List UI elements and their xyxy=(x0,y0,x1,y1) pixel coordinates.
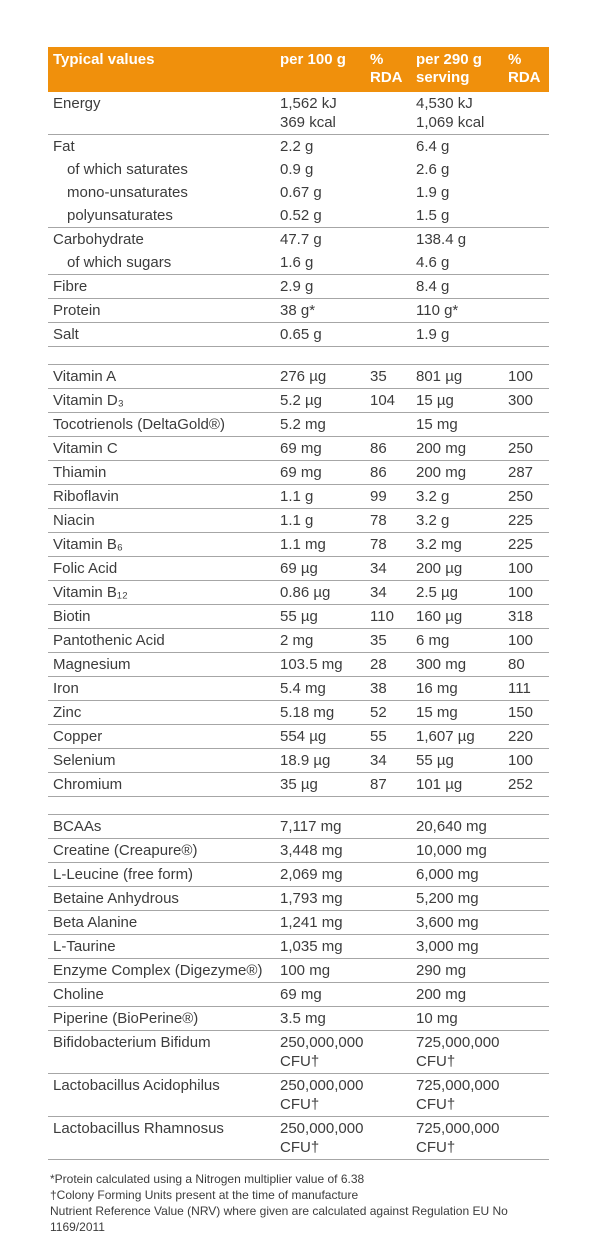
row-group xyxy=(48,629,549,653)
cell-per-290g: 801 µg xyxy=(416,368,463,385)
cell-rda-100g: 104 xyxy=(370,392,396,409)
cell-per-290g: 725,000,000 CFU† xyxy=(416,1120,500,1156)
cell-per-100g: 0.65 g xyxy=(280,326,322,343)
cell-per-100g: 1,241 mg xyxy=(280,914,343,931)
cell-rda-290g: 252 xyxy=(508,776,534,793)
cell-per-290g: 200 µg xyxy=(416,560,463,577)
table-row xyxy=(48,935,549,958)
cell-label: Iron xyxy=(53,680,79,697)
row-group xyxy=(48,1117,549,1160)
table-row xyxy=(48,135,549,158)
col-header-rda-290g: % RDA xyxy=(508,51,541,86)
table-row xyxy=(48,959,549,982)
cell-rda-100g: 86 xyxy=(370,440,387,457)
cell-rda-100g: 86 xyxy=(370,464,387,481)
table-row xyxy=(48,773,549,796)
cell-rda-100g: 28 xyxy=(370,656,387,673)
table-row xyxy=(48,983,549,1006)
row-group xyxy=(48,887,549,911)
table-row xyxy=(48,815,549,838)
cell-per-290g: 1,607 µg xyxy=(416,728,475,745)
cell-per-100g: 69 mg xyxy=(280,440,322,457)
cell-label: Beta Alanine xyxy=(53,914,138,931)
table-row xyxy=(48,557,549,580)
row-group xyxy=(48,581,549,605)
cell-rda-100g: 52 xyxy=(370,704,387,721)
cell-per-100g: 18.9 µg xyxy=(280,752,331,769)
cell-rda-290g: 225 xyxy=(508,512,534,529)
cell-rda-290g: 100 xyxy=(508,368,534,385)
table-section xyxy=(48,364,549,797)
cell-label: Vitamin A xyxy=(53,368,117,385)
cell-per-290g: 3.2 mg xyxy=(416,536,462,553)
row-group xyxy=(48,725,549,749)
footnote-protein: *Protein calculated using a Nitrogen multiplier value of 6.38 xyxy=(50,1172,365,1186)
cell-rda-100g: 34 xyxy=(370,560,387,577)
cell-per-100g: 7,117 mg xyxy=(280,818,342,835)
row-group xyxy=(48,1031,549,1074)
cell-per-290g: 15 µg xyxy=(416,392,454,409)
cell-label: Niacin xyxy=(53,512,95,529)
cell-per-100g: 3,448 mg xyxy=(280,842,343,859)
table-row xyxy=(48,365,549,388)
cell-rda-100g: 34 xyxy=(370,752,387,769)
table-row xyxy=(48,413,549,436)
cell-rda-100g: 35 xyxy=(370,632,387,649)
cell-label: BCAAs xyxy=(53,818,102,835)
col-header-rda-100g: % RDA xyxy=(370,51,403,86)
cell-per-290g: 160 µg xyxy=(416,608,463,625)
cell-rda-290g: 111 xyxy=(508,680,531,697)
cell-label: Copper xyxy=(53,728,103,745)
cell-label: Carbohydrate xyxy=(53,231,144,248)
cell-per-290g: 1.5 g xyxy=(416,207,450,224)
cell-rda-290g: 250 xyxy=(508,440,534,457)
cell-label: mono-unsaturates xyxy=(67,184,188,201)
cell-rda-290g: 287 xyxy=(508,464,534,481)
row-group xyxy=(48,275,549,299)
cell-rda-100g: 87 xyxy=(370,776,387,793)
cell-rda-290g: 100 xyxy=(508,560,534,577)
table-row xyxy=(48,92,549,134)
cell-label: Folic Acid xyxy=(53,560,118,577)
cell-label: of which saturates xyxy=(67,161,188,178)
cell-per-100g: 55 µg xyxy=(280,608,318,625)
row-group xyxy=(48,605,549,629)
cell-per-100g: 47.7 g xyxy=(280,231,322,248)
footnote-cfu: †Colony Forming Units present at the time of manufacture xyxy=(50,1188,359,1202)
row-group xyxy=(48,749,549,773)
table-row xyxy=(48,323,549,346)
row-group xyxy=(48,653,549,677)
cell-label: of which sugars xyxy=(67,254,172,271)
row-group xyxy=(48,228,549,275)
table-row xyxy=(48,533,549,556)
cell-per-100g: 100 mg xyxy=(280,962,331,979)
cell-per-290g: 138.4 g xyxy=(416,231,467,248)
nutrition-label xyxy=(48,47,549,1235)
cell-per-100g: 250,000,000 CFU† xyxy=(280,1034,364,1070)
row-group xyxy=(48,701,549,725)
cell-per-290g: 200 mg xyxy=(416,440,467,457)
row-group xyxy=(48,485,549,509)
cell-label: Tocotrienols (DeltaGold®) xyxy=(53,416,225,433)
cell-rda-290g: 225 xyxy=(508,536,534,553)
col-header-typical-values: Typical values xyxy=(53,51,155,68)
table-row xyxy=(48,911,549,934)
table-row xyxy=(48,863,549,886)
row-group xyxy=(48,533,549,557)
cell-label: Lactobacillus Rhamnosus xyxy=(53,1120,224,1137)
cell-per-290g: 1.9 g xyxy=(416,326,450,343)
cell-label: Vitamin B₆ xyxy=(53,536,123,553)
cell-per-290g: 300 mg xyxy=(416,656,467,673)
cell-per-290g: 6.4 g xyxy=(416,138,450,155)
cell-per-100g: 38 g* xyxy=(280,302,316,319)
cell-label: Chromium xyxy=(53,776,123,793)
cell-label: Fat xyxy=(53,138,75,155)
cell-label: L-Taurine xyxy=(53,938,116,955)
cell-label: Zinc xyxy=(53,704,82,721)
cell-rda-290g: 100 xyxy=(508,584,534,601)
cell-per-100g: 250,000,000 CFU† xyxy=(280,1077,364,1113)
table-row xyxy=(48,605,549,628)
cell-rda-100g: 38 xyxy=(370,680,387,697)
cell-label: Selenium xyxy=(53,752,116,769)
cell-label: Biotin xyxy=(53,608,91,625)
cell-label: Enzyme Complex (Digezyme®) xyxy=(53,962,263,979)
cell-per-290g: 16 mg xyxy=(416,680,458,697)
cell-per-100g: 276 µg xyxy=(280,368,327,385)
cell-per-100g: 35 µg xyxy=(280,776,318,793)
row-group xyxy=(48,1074,549,1117)
row-group xyxy=(48,677,549,701)
row-group xyxy=(48,935,549,959)
cell-per-100g: 69 µg xyxy=(280,560,318,577)
row-group xyxy=(48,461,549,485)
table-row xyxy=(48,181,549,204)
table-row xyxy=(48,437,549,460)
row-group xyxy=(48,92,549,135)
table-row xyxy=(48,509,549,532)
cell-rda-290g: 220 xyxy=(508,728,534,745)
cell-label: Salt xyxy=(53,326,79,343)
cell-per-290g: 2.5 µg xyxy=(416,584,459,601)
row-group xyxy=(48,323,549,347)
cell-per-100g: 3.5 mg xyxy=(280,1010,326,1027)
cell-per-290g: 3.2 g xyxy=(416,512,450,529)
cell-per-100g: 5.18 mg xyxy=(280,704,335,721)
table-row xyxy=(48,485,549,508)
cell-label: L-Leucine (free form) xyxy=(53,866,194,883)
cell-per-100g: 1,035 mg xyxy=(280,938,343,955)
cell-per-100g: 5.2 µg xyxy=(280,392,323,409)
cell-rda-290g: 100 xyxy=(508,752,534,769)
cell-per-100g: 2.2 g xyxy=(280,138,314,155)
cell-per-100g: 2,069 mg xyxy=(280,866,343,883)
cell-label: Magnesium xyxy=(53,656,131,673)
cell-rda-100g: 78 xyxy=(370,512,387,529)
cell-per-100g: 1.1 mg xyxy=(280,536,326,553)
cell-per-100g: 0.86 µg xyxy=(280,584,331,601)
cell-per-290g: 20,640 mg xyxy=(416,818,487,835)
cell-per-100g: 5.4 mg xyxy=(280,680,326,697)
table-row xyxy=(48,461,549,484)
cell-per-100g: 69 mg xyxy=(280,986,322,1003)
table-row xyxy=(48,1074,549,1116)
cell-per-100g: 1.1 g xyxy=(280,488,314,505)
row-group xyxy=(48,299,549,323)
cell-per-100g: 2.9 g xyxy=(280,278,314,295)
cell-rda-100g: 110 xyxy=(370,608,394,625)
cell-per-290g: 110 g* xyxy=(416,302,459,319)
table-row xyxy=(48,1031,549,1073)
cell-per-290g: 3.2 g xyxy=(416,488,450,505)
row-group xyxy=(48,509,549,533)
row-group xyxy=(48,863,549,887)
cell-per-100g: 0.9 g xyxy=(280,161,314,178)
cell-per-290g: 4.6 g xyxy=(416,254,450,271)
cell-label: Vitamin B₁₂ xyxy=(53,584,128,601)
cell-label: Lactobacillus Acidophilus xyxy=(53,1077,220,1094)
table-row xyxy=(48,725,549,748)
cell-per-290g: 725,000,000 CFU† xyxy=(416,1077,500,1113)
cell-rda-290g: 318 xyxy=(508,608,534,625)
cell-per-100g: 0.52 g xyxy=(280,207,322,224)
table-row xyxy=(48,251,549,274)
cell-per-100g: 1,793 mg xyxy=(280,890,343,907)
cell-per-290g: 2.6 g xyxy=(416,161,450,178)
cell-rda-290g: 150 xyxy=(508,704,534,721)
cell-rda-290g: 250 xyxy=(508,488,534,505)
row-group xyxy=(48,959,549,983)
cell-per-290g: 5,200 mg xyxy=(416,890,479,907)
cell-label: Riboflavin xyxy=(53,488,119,505)
row-group xyxy=(48,413,549,437)
cell-label: Vitamin D₃ xyxy=(53,392,124,409)
row-group xyxy=(48,135,549,228)
cell-per-100g: 554 µg xyxy=(280,728,327,745)
row-group xyxy=(48,983,549,1007)
table-row xyxy=(48,887,549,910)
cell-per-290g: 725,000,000 CFU† xyxy=(416,1034,500,1070)
cell-per-290g: 200 mg xyxy=(416,986,467,1003)
row-group xyxy=(48,557,549,581)
table-row xyxy=(48,1117,549,1159)
cell-per-290g: 6 mg xyxy=(416,632,450,649)
cell-per-100g: 103.5 mg xyxy=(280,656,343,673)
cell-per-100g: 5.2 mg xyxy=(280,416,326,433)
row-group xyxy=(48,365,549,389)
cell-rda-100g: 34 xyxy=(370,584,387,601)
cell-per-290g: 3,000 mg xyxy=(416,938,479,955)
row-group xyxy=(48,911,549,935)
row-group xyxy=(48,1007,549,1031)
table-row xyxy=(48,581,549,604)
table-section xyxy=(48,92,549,347)
cell-per-290g: 6,000 mg xyxy=(416,866,479,883)
table-row xyxy=(48,749,549,772)
cell-per-290g: 10,000 mg xyxy=(416,842,487,859)
cell-per-100g: 1,562 kJ 369 kcal xyxy=(280,95,337,131)
cell-per-290g: 55 µg xyxy=(416,752,454,769)
cell-label: Fibre xyxy=(53,278,88,295)
footnotes xyxy=(48,1171,549,1235)
row-group xyxy=(48,815,549,839)
table-row xyxy=(48,299,549,322)
table-header xyxy=(48,47,549,92)
table-row xyxy=(48,629,549,652)
row-group xyxy=(48,839,549,863)
cell-label: Vitamin C xyxy=(53,440,118,457)
cell-label: Betaine Anhydrous xyxy=(53,890,179,907)
table-row xyxy=(48,839,549,862)
cell-per-290g: 8.4 g xyxy=(416,278,450,295)
cell-per-100g: 0.67 g xyxy=(280,184,322,201)
cell-rda-100g: 55 xyxy=(370,728,387,745)
cell-rda-290g: 80 xyxy=(508,656,525,673)
cell-per-290g: 3,600 mg xyxy=(416,914,479,931)
cell-rda-290g: 100 xyxy=(508,632,534,649)
cell-per-290g: 290 mg xyxy=(416,962,467,979)
col-header-per-100g: per 100 g xyxy=(280,51,346,68)
cell-per-100g: 1.1 g xyxy=(280,512,314,529)
cell-per-290g: 15 mg xyxy=(416,704,458,721)
cell-rda-100g: 78 xyxy=(370,536,387,553)
row-group xyxy=(48,389,549,413)
cell-rda-100g: 99 xyxy=(370,488,387,505)
table-row xyxy=(48,701,549,724)
cell-label: Protein xyxy=(53,302,101,319)
cell-per-290g: 200 mg xyxy=(416,464,467,481)
col-header-per-290g: per 290 g serving xyxy=(416,51,482,86)
cell-label: Pantothenic Acid xyxy=(53,632,165,649)
cell-per-100g: 69 mg xyxy=(280,464,322,481)
cell-rda-100g: 35 xyxy=(370,368,387,385)
cell-per-290g: 101 µg xyxy=(416,776,463,793)
table-row xyxy=(48,677,549,700)
table-row xyxy=(48,389,549,412)
cell-label: Piperine (BioPerine®) xyxy=(53,1010,199,1027)
nutrition-table-body xyxy=(48,92,549,1160)
table-row xyxy=(48,158,549,181)
footnote-nrv: Nutrient Reference Value (NRV) where given are calculated against Regulation EU No 1169/2011 xyxy=(50,1204,508,1234)
cell-label: Choline xyxy=(53,986,104,1003)
row-group xyxy=(48,773,549,797)
table-row xyxy=(48,228,549,251)
cell-rda-290g: 300 xyxy=(508,392,534,409)
cell-label: Thiamin xyxy=(53,464,107,481)
cell-per-290g: 4,530 kJ 1,069 kcal xyxy=(416,95,485,131)
cell-per-100g: 1.6 g xyxy=(280,254,314,271)
cell-per-100g: 250,000,000 CFU† xyxy=(280,1120,364,1156)
cell-per-290g: 10 mg xyxy=(416,1010,458,1027)
table-row xyxy=(48,275,549,298)
table-row xyxy=(48,653,549,676)
cell-label: polyunsaturates xyxy=(67,207,173,224)
cell-label: Creatine (Creapure®) xyxy=(53,842,198,859)
cell-per-290g: 15 mg xyxy=(416,416,458,433)
cell-label: Bifidobacterium Bifidum xyxy=(53,1034,211,1051)
cell-per-290g: 1.9 g xyxy=(416,184,450,201)
row-group xyxy=(48,437,549,461)
table-row xyxy=(48,1007,549,1030)
cell-per-100g: 2 mg xyxy=(280,632,314,649)
table-section xyxy=(48,814,549,1160)
cell-label: Energy xyxy=(53,95,101,112)
table-row xyxy=(48,204,549,227)
